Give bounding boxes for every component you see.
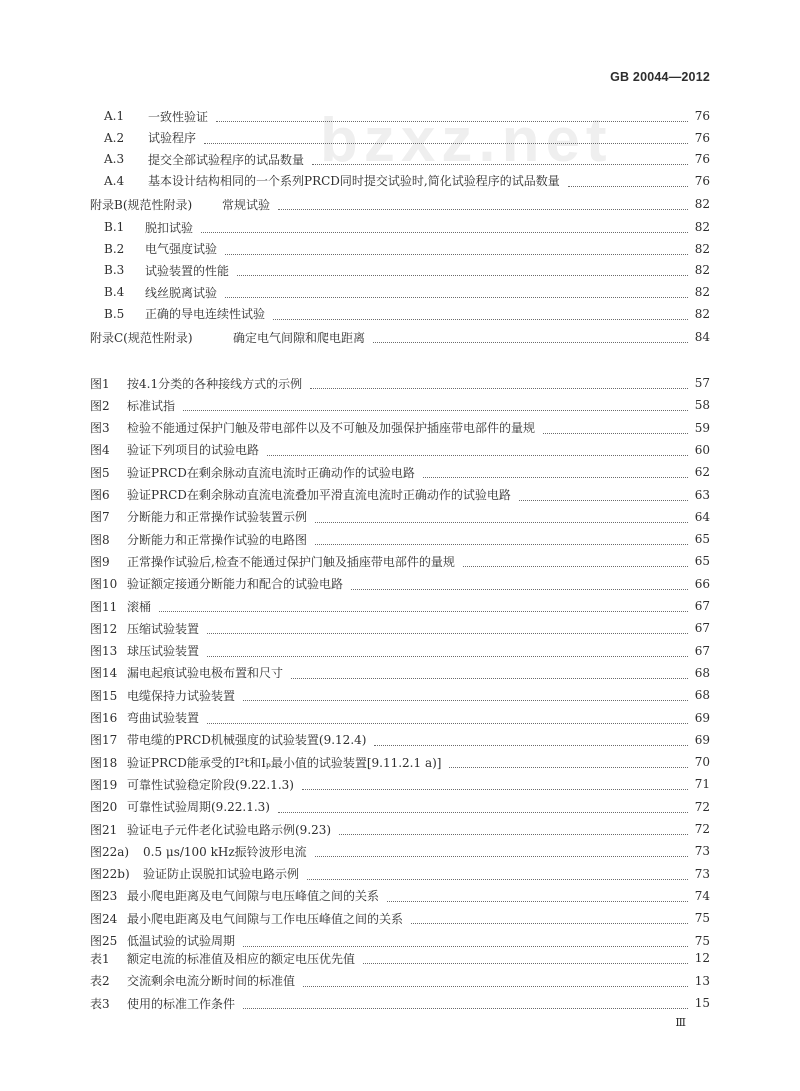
toc-entry-figure (0, 439, 800, 461)
entry-title: 使用的标准工作条件 (127, 996, 236, 1011)
entry-title: 验证PRCD在剩余脉动直流电流叠加平滑直流电流时正确动作的试验电路 (127, 488, 511, 502)
entry-title: 确定电气间隙和爬电距离 (233, 330, 366, 345)
toc-entry-figure (0, 595, 800, 617)
dot-leader (216, 109, 688, 122)
dot-leader (363, 951, 688, 964)
dot-leader (291, 666, 688, 679)
entry-number: 图19 (90, 777, 118, 792)
entry-title: 最小爬电距离及电气间隙与工作电压峰值之间的关系 (127, 911, 404, 926)
toc-entry-appendix-b (0, 281, 800, 303)
document-code: GB 20044—2012 (610, 70, 710, 84)
toc-entry-figure (0, 417, 800, 439)
entry-number: 图10 (90, 577, 118, 592)
dot-leader (225, 285, 688, 298)
entry-title: 电缆保持力试验装置 (127, 688, 236, 703)
entry-title: 试验程序 (148, 131, 197, 145)
entry-title: 验证防止误脱扣试验电路示例 (143, 867, 300, 882)
entry-page-number: 67 (694, 599, 710, 613)
entry-page-number: 82 (694, 241, 710, 256)
toc-entry-figure (0, 796, 800, 818)
dot-leader (204, 131, 688, 144)
toc-entry-figure (0, 617, 800, 639)
entry-number: 图22a) (90, 844, 130, 859)
entry-page-number: 82 (694, 220, 710, 234)
entry-title: 可靠性试验周期(9.22.1.3) (127, 800, 270, 815)
dot-leader (237, 263, 688, 276)
entry-page-number: 82 (694, 285, 710, 300)
entry-page-number: 71 (694, 777, 710, 792)
dot-leader (243, 688, 688, 701)
entry-title: 验证PRCD在剩余脉动直流电流时正确动作的试验电路 (127, 465, 415, 480)
entry-page-number: 72 (694, 799, 710, 814)
entry-page-number: 66 (694, 576, 710, 591)
entry-title: 0.5 μs/100 kHz振铃波形电流 (143, 844, 307, 859)
dot-leader (303, 974, 688, 987)
toc-entry-figure (0, 573, 800, 595)
entry-number: B.4 (104, 285, 125, 300)
entry-number: B.1 (104, 220, 125, 234)
dot-leader (207, 644, 688, 657)
dot-leader (243, 996, 688, 1009)
entry-page-number: 12 (694, 951, 710, 965)
toc-entry-appendix-a (0, 148, 800, 170)
entry-page-number: 74 (694, 888, 710, 903)
entry-page-number: 67 (694, 621, 710, 636)
entry-title: 试验装置的性能 (145, 263, 230, 278)
toc-entry-figure (0, 640, 800, 662)
entry-number: 表2 (90, 974, 110, 988)
entry-page-number: 69 (694, 732, 710, 747)
entry-number: 图25 (90, 934, 118, 948)
entry-page-number: 84 (694, 330, 710, 344)
entry-title: 线丝脱离试验 (145, 285, 218, 300)
entry-title: 漏电起痕试验电极布置和尺寸 (127, 666, 284, 681)
entry-number: A.2 (104, 130, 125, 145)
dot-leader (312, 152, 688, 165)
toc-entry-figure (0, 707, 800, 729)
entry-page-number: 62 (694, 465, 710, 480)
entry-title: 弯曲试验装置 (127, 711, 200, 725)
entry-number: 图21 (90, 822, 118, 837)
dot-leader (519, 488, 688, 501)
toc-entry-table (0, 947, 800, 969)
entry-number: B.3 (104, 263, 125, 278)
entry-number: A.4 (104, 173, 125, 188)
entry-page-number: 68 (694, 688, 710, 703)
entry-number: 图12 (90, 621, 118, 636)
entry-title: 标准试指 (127, 398, 176, 413)
entry-title: 最小爬电距离及电气间隙与电压峰值之间的关系 (127, 889, 380, 904)
entry-number: 图24 (90, 911, 118, 926)
entry-page-number: 82 (694, 197, 710, 211)
entry-title: 验证PRCD能承受的I²t和Iₚ最小值的试验装置[9.11.2.1 a)] (127, 755, 442, 770)
entry-page-number: 65 (694, 532, 710, 547)
entry-number: A.1 (104, 109, 125, 123)
toc-entry-figure (0, 506, 800, 528)
dot-leader (243, 934, 688, 947)
dot-leader (307, 867, 688, 880)
entry-title: 额定电流的标准值及相应的额定电压优先值 (127, 951, 356, 966)
toc-entry-figure (0, 729, 800, 751)
entry-page-number: 69 (694, 710, 710, 725)
entry-page-number: 65 (694, 554, 710, 569)
entry-page-number: 73 (694, 844, 710, 859)
entry-title: 正确的导电连续性试验 (145, 307, 266, 322)
dot-leader (315, 844, 688, 857)
dot-leader (302, 777, 688, 790)
toc-entry-figure (0, 662, 800, 684)
toc-entry-appendix-heading (0, 193, 800, 215)
entry-number: 附录B(规范性附录) (90, 197, 193, 212)
toc-entry-appendix-b (0, 303, 800, 325)
dot-leader (568, 174, 688, 187)
entry-number: 图16 (90, 711, 118, 725)
dot-leader (159, 599, 688, 612)
dot-leader (207, 711, 688, 724)
entry-title: 基本设计结构相同的一个系列PRCD同时提交试验时,简化试验程序的试品数量 (148, 174, 560, 188)
entry-number: 图1 (90, 376, 110, 391)
toc-entry-table (0, 992, 800, 1014)
entry-page-number: 68 (694, 665, 710, 680)
toc-entry-table (0, 970, 800, 992)
toc-entry-appendix-b (0, 216, 800, 238)
entry-title: 验证电子元件老化试验电路示例(9.23) (127, 822, 332, 837)
dot-leader (183, 398, 688, 411)
dot-leader (351, 577, 688, 590)
entry-number: 图4 (90, 443, 110, 458)
entry-number: 图5 (90, 465, 110, 480)
entry-title: 提交全部试验程序的试品数量 (148, 152, 305, 167)
toc-entry-appendix-b (0, 259, 800, 281)
entry-page-number: 82 (694, 306, 710, 321)
entry-title: 按4.1分类的各种接线方式的示例 (127, 376, 303, 391)
toc-entry-figure (0, 751, 800, 773)
entry-page-number: 72 (694, 822, 710, 836)
entry-title: 正常操作试验后,检查不能通过保护门触及插座带电部件的量规 (127, 554, 455, 569)
toc-entry-figure (0, 461, 800, 483)
toc-entry-figure (0, 818, 800, 840)
dot-leader (543, 421, 688, 434)
dot-leader (423, 465, 688, 478)
toc-entry-figure (0, 885, 800, 907)
entry-title: 脱扣试验 (145, 220, 194, 235)
entry-number: 图18 (90, 755, 118, 770)
entry-number: 图9 (90, 554, 110, 569)
toc-entry-figure (0, 372, 800, 394)
dot-leader (315, 510, 688, 523)
entry-number: 图22b) (90, 867, 130, 882)
entry-page-number: 76 (694, 130, 710, 145)
dot-leader (207, 621, 688, 634)
dot-leader (374, 733, 688, 746)
dot-leader (273, 307, 688, 320)
dot-leader (201, 220, 688, 233)
entry-page-number: 64 (694, 509, 710, 524)
dot-leader (449, 755, 688, 768)
entry-page-number: 75 (694, 911, 710, 926)
dot-leader (225, 242, 688, 255)
entry-title: 滚桶 (127, 599, 152, 614)
toc-entry-figure (0, 907, 800, 929)
entry-page-number: 82 (694, 263, 710, 278)
dot-leader (387, 889, 688, 902)
toc-entry-figure (0, 528, 800, 550)
entry-page-number: 59 (694, 420, 710, 435)
entry-page-number: 13 (694, 973, 710, 988)
entry-title: 一致性验证 (148, 109, 209, 124)
toc-entry-appendix-a (0, 127, 800, 149)
toc-entry-appendix-heading (0, 326, 800, 348)
entry-number: 图17 (90, 733, 118, 748)
toc-entry-figure (0, 394, 800, 416)
entry-title: 电气强度试验 (145, 242, 218, 257)
entry-number: B.2 (104, 241, 125, 256)
entry-title: 可靠性试验稳定阶段(9.22.1.3) (127, 777, 294, 792)
dot-leader (278, 197, 688, 210)
entry-title: 带电缆的PRCD机械强度的试验装置(9.12.4) (127, 733, 367, 748)
entry-title: 压缩试验装置 (127, 621, 200, 636)
entry-number: 图14 (90, 666, 118, 681)
dot-leader (310, 376, 688, 389)
entry-number: 图20 (90, 800, 118, 815)
entry-number: 图7 (90, 510, 110, 525)
entry-number: 表1 (90, 951, 110, 966)
entry-title: 交流剩余电流分断时间的标准值 (127, 974, 296, 988)
entry-number: 图3 (90, 421, 110, 436)
entry-number: 图8 (90, 532, 110, 547)
entry-number: 图15 (90, 688, 118, 703)
toc-entry-appendix-a (0, 170, 800, 192)
entry-page-number: 73 (694, 866, 710, 881)
entry-page-number: 76 (694, 173, 710, 188)
entry-number: 图23 (90, 889, 118, 904)
toc-entry-figure (0, 773, 800, 795)
entry-page-number: 75 (694, 933, 710, 948)
entry-title: 验证下列项目的试验电路 (127, 443, 260, 458)
entry-page-number: 76 (694, 152, 710, 166)
entry-number: 图11 (90, 599, 118, 614)
dot-leader (278, 800, 688, 813)
entry-title: 检验不能通过保护门触及带电部件以及不可触及加强保护插座带电部件的量规 (127, 421, 536, 436)
dot-leader (373, 330, 688, 343)
dot-leader (463, 554, 688, 567)
entry-number: A.3 (104, 152, 125, 166)
entry-title: 球压试验装置 (127, 644, 200, 659)
dot-leader (267, 443, 688, 456)
entry-page-number: 57 (694, 376, 710, 390)
page-number: Ⅲ (675, 1016, 687, 1029)
watermark: bzxz.net (320, 106, 613, 175)
toc-entry-figure (0, 840, 800, 862)
entry-page-number: 60 (694, 442, 710, 457)
entry-number: B.5 (104, 306, 125, 321)
entry-number: 表3 (90, 996, 110, 1011)
entry-number: 图13 (90, 644, 118, 659)
dot-leader (339, 822, 688, 835)
entry-title: 低温试验的试验周期 (127, 934, 236, 948)
entry-page-number: 67 (694, 643, 710, 658)
dot-leader (315, 532, 688, 545)
entry-title: 验证额定接通分断能力和配合的试验电路 (127, 577, 344, 592)
dot-leader (411, 911, 688, 924)
toc-entry-appendix-b (0, 238, 800, 260)
entry-title: 常规试验 (222, 197, 271, 212)
entry-title: 分断能力和正常操作试验装置示例 (127, 510, 308, 525)
entry-number: 图2 (90, 398, 110, 413)
entry-page-number: 70 (694, 755, 710, 770)
toc-entry-figure (0, 484, 800, 506)
toc-entry-appendix-a (0, 105, 800, 127)
entry-page-number: 58 (694, 398, 710, 413)
entry-number: 图6 (90, 488, 110, 502)
entry-number: 附录C(规范性附录) (90, 330, 193, 345)
toc-entry-figure (0, 863, 800, 885)
entry-page-number: 15 (694, 996, 710, 1010)
entry-title: 分断能力和正常操作试验的电路图 (127, 532, 308, 547)
toc-entry-figure (0, 550, 800, 572)
toc-entry-figure (0, 684, 800, 706)
entry-page-number: 63 (694, 487, 710, 502)
entry-page-number: 76 (694, 109, 710, 123)
